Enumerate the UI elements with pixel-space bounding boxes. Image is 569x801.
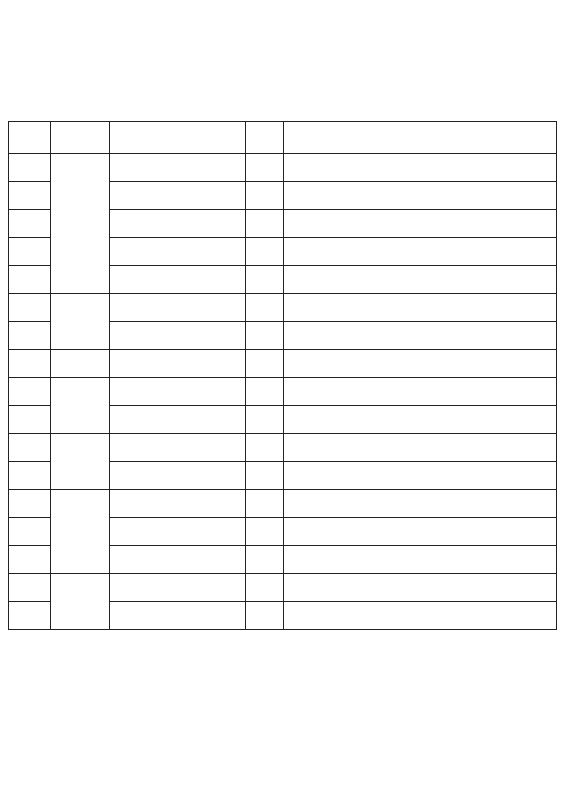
row-park-name — [110, 518, 246, 546]
row-declared-name — [284, 574, 557, 602]
row-park-name — [110, 238, 246, 266]
row-declared-name — [284, 238, 557, 266]
row-park-name — [110, 406, 246, 434]
table-row — [9, 378, 557, 406]
row-declared-name — [284, 434, 557, 462]
row-area — [246, 210, 284, 238]
row-declared-name — [284, 322, 557, 350]
row-seq — [9, 182, 51, 210]
row-park-name — [110, 546, 246, 574]
row-seq — [9, 602, 51, 630]
row-area — [246, 490, 284, 518]
table-row — [9, 154, 557, 182]
row-declared-name — [284, 546, 557, 574]
row-city — [51, 490, 110, 574]
row-park-name — [110, 434, 246, 462]
row-city — [51, 574, 110, 630]
row-area — [246, 182, 284, 210]
row-seq — [9, 378, 51, 406]
table-body — [9, 154, 557, 630]
row-declared-name — [284, 210, 557, 238]
watermark-logo — [475, 727, 561, 777]
row-declared-name — [284, 518, 557, 546]
row-park-name — [110, 378, 246, 406]
row-declared-name — [284, 378, 557, 406]
row-declared-name — [284, 406, 557, 434]
header-area — [246, 122, 284, 154]
row-area — [246, 546, 284, 574]
chemical-park-table — [8, 121, 557, 630]
row-park-name — [110, 294, 246, 322]
row-city — [51, 350, 110, 378]
row-area — [246, 434, 284, 462]
row-seq — [9, 518, 51, 546]
row-declared-name — [284, 154, 557, 182]
row-area — [246, 574, 284, 602]
row-declared-name — [284, 350, 557, 378]
row-park-name — [110, 574, 246, 602]
row-area — [246, 462, 284, 490]
header-seq — [9, 122, 51, 154]
row-seq — [9, 546, 51, 574]
row-park-name — [110, 210, 246, 238]
row-area — [246, 378, 284, 406]
row-seq — [9, 322, 51, 350]
row-area — [246, 322, 284, 350]
header-name — [110, 122, 246, 154]
row-park-name — [110, 490, 246, 518]
row-area — [246, 294, 284, 322]
row-seq — [9, 238, 51, 266]
table-header-row — [9, 122, 557, 154]
row-area — [246, 518, 284, 546]
row-city — [51, 294, 110, 350]
row-seq — [9, 406, 51, 434]
row-declared-name — [284, 462, 557, 490]
row-declared-name — [284, 294, 557, 322]
row-park-name — [110, 266, 246, 294]
row-park-name — [110, 602, 246, 630]
row-declared-name — [284, 490, 557, 518]
row-area — [246, 238, 284, 266]
row-seq — [9, 574, 51, 602]
header-declared — [284, 122, 557, 154]
row-area — [246, 266, 284, 294]
row-seq — [9, 294, 51, 322]
row-park-name — [110, 322, 246, 350]
row-park-name — [110, 350, 246, 378]
table-row — [9, 574, 557, 602]
row-park-name — [110, 462, 246, 490]
row-seq — [9, 434, 51, 462]
row-park-name — [110, 182, 246, 210]
row-declared-name — [284, 602, 557, 630]
row-city — [51, 378, 110, 434]
row-seq — [9, 210, 51, 238]
row-seq — [9, 266, 51, 294]
row-city — [51, 434, 110, 490]
header-city — [51, 122, 110, 154]
row-area — [246, 602, 284, 630]
row-area — [246, 406, 284, 434]
row-seq — [9, 350, 51, 378]
row-declared-name — [284, 182, 557, 210]
table-row — [9, 350, 557, 378]
row-area — [246, 350, 284, 378]
row-area — [246, 154, 284, 182]
table-row — [9, 434, 557, 462]
table-row — [9, 294, 557, 322]
row-city — [51, 154, 110, 294]
row-seq — [9, 490, 51, 518]
table-row — [9, 490, 557, 518]
row-declared-name — [284, 266, 557, 294]
row-seq — [9, 462, 51, 490]
row-seq — [9, 154, 51, 182]
row-park-name — [110, 154, 246, 182]
